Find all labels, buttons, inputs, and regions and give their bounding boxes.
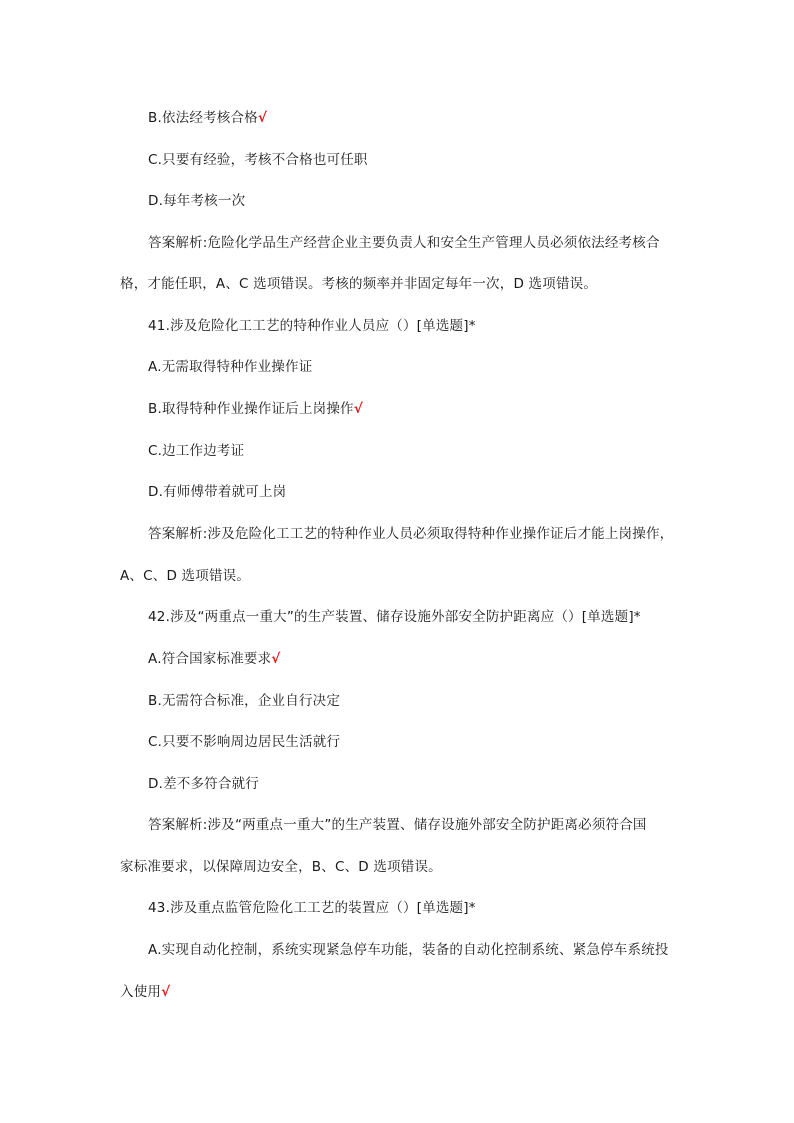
q42-option-b: B.无需符合标准，企业自行决定 bbox=[148, 693, 341, 709]
q40-analysis-line-1: 答案解析:危险化学品生产经营企业主要负责人和安全生产管理人员必须依法经考核合 bbox=[148, 235, 660, 251]
q41-question: 41.涉及危险化工工艺的特种作业人员应（）[单选题]* bbox=[148, 318, 476, 334]
q41-analysis-line-1: 答案解析:涉及危险化工工艺的特种作业人员必须取得特种作业操作证后才能上岗操作， bbox=[148, 526, 674, 542]
q42-option-a: A.符合国家标准要求√ bbox=[148, 651, 281, 667]
correct-check-icon: √ bbox=[257, 110, 268, 126]
q40-option-c: C.只要有经验，考核不合格也可任职 bbox=[148, 152, 368, 168]
q41-analysis-line-2: A、C、D 选项错误。 bbox=[120, 568, 251, 584]
q40-analysis-line-2: 格，才能任职，A、C 选项错误。考核的频率并非固定每年一次，D 选项错误。 bbox=[120, 276, 598, 292]
q43-option-a-line-2: 入使用√ bbox=[120, 984, 171, 1000]
q40-option-b: B.依法经考核合格√ bbox=[148, 110, 268, 126]
q41-option-b: B.取得特种作业操作证后上岗操作√ bbox=[148, 401, 363, 417]
q43-question: 43.涉及重点监管危险化工工艺的装置应（）[单选题]* bbox=[148, 900, 476, 916]
correct-check-icon: √ bbox=[271, 651, 281, 667]
q40-option-d: D.每年考核一次 bbox=[148, 193, 246, 209]
q41-option-d: D.有师傅带着就可上岗 bbox=[148, 484, 287, 500]
q43-option-a-line-1: A.实现自动化控制，系统实现紧急停车功能，装备的自动化控制系统、紧急停车系统投 bbox=[148, 942, 669, 958]
q42-analysis-line-1: 答案解析:涉及“两重点一重大”的生产装置、储存设施外部安全防护距离必须符合国 bbox=[148, 817, 647, 833]
correct-check-icon: √ bbox=[161, 984, 171, 1000]
q42-option-d: D.差不多符合就行 bbox=[148, 776, 259, 792]
q42-option-c: C.只要不影响周边居民生活就行 bbox=[148, 734, 341, 750]
correct-check-icon: √ bbox=[353, 401, 363, 417]
q41-option-a: A.无需取得特种作业操作证 bbox=[148, 359, 313, 375]
q42-question: 42.涉及“两重点一重大”的生产装置、储存设施外部安全防护距离应（）[单选题]* bbox=[148, 609, 641, 625]
q42-analysis-line-2: 家标准要求，以保障周边安全，B、C、D 选项错误。 bbox=[120, 859, 442, 875]
q41-option-c: C.边工作边考证 bbox=[148, 443, 245, 459]
